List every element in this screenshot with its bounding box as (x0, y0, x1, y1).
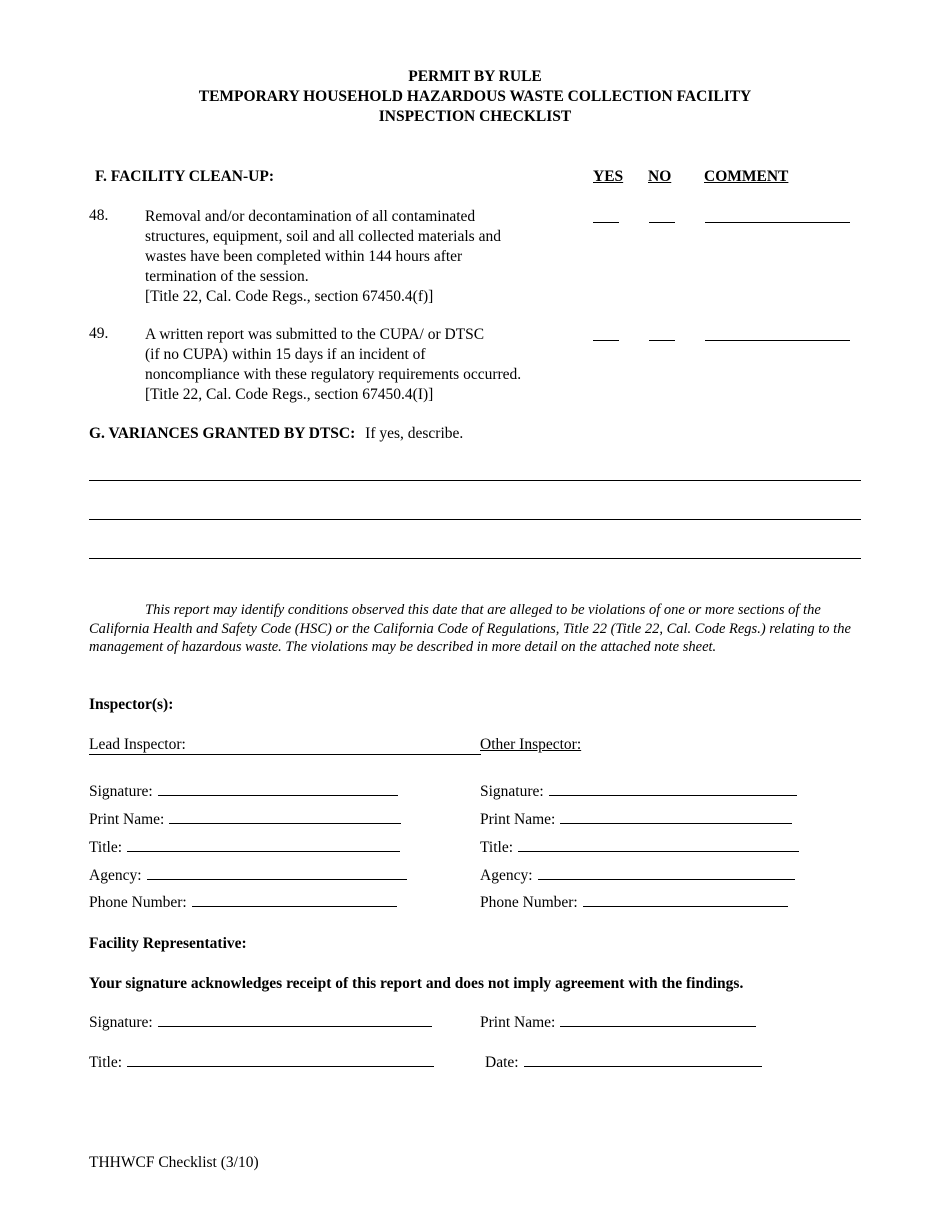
item-49-no-blank[interactable] (649, 340, 675, 341)
other-title-label: Title: (480, 839, 514, 856)
rep-date-label: Date: (485, 1054, 519, 1071)
rep-title-label: Title: (89, 1054, 123, 1071)
variance-line-1[interactable] (89, 480, 861, 481)
header-line-1: PERMIT BY RULE (408, 68, 542, 85)
lead-phone-field (89, 894, 397, 912)
lead-agency-label: Agency: (89, 867, 142, 884)
item-48-line: structures, equipment, soil and all collected materials and (145, 228, 501, 245)
lead-inspector-field[interactable] (89, 736, 481, 755)
item-49-comment-blank[interactable] (705, 340, 850, 341)
item-49-text (145, 325, 521, 405)
other-agency-field (480, 867, 795, 885)
lead-title-label: Title: (89, 839, 123, 856)
item-48-line: [Title 22, Cal. Code Regs., section 67450.4(f)] (145, 288, 434, 305)
item-49-line: noncompliance with these regulatory requirements occurred. (145, 366, 522, 383)
other-signature-blank[interactable] (549, 794, 797, 796)
rep-print-name-label: Print Name: (480, 1014, 556, 1031)
item-48-number: 48. (89, 207, 109, 224)
rep-title-blank[interactable] (127, 1065, 434, 1067)
item-48-line: Removal and/or decontamination of all contaminated (145, 208, 476, 225)
lead-signature-label: Signature: (89, 783, 153, 800)
other-print-name-blank[interactable] (560, 822, 792, 824)
facility-rep-heading: Facility Representative: (89, 935, 247, 952)
other-phone-blank[interactable] (583, 905, 788, 907)
item-48-text (145, 207, 501, 307)
other-signature-field (480, 783, 797, 801)
header-line-2: TEMPORARY HOUSEHOLD HAZARDOUS WASTE COLLECTION FACILITY (198, 88, 752, 105)
lead-print-name-label: Print Name: (89, 811, 165, 828)
item-48-line: wastes have been completed within 144 hours after (145, 248, 463, 265)
lead-agency-blank[interactable] (147, 878, 407, 880)
other-print-name-field (480, 811, 792, 829)
item-48-yes-blank[interactable] (593, 222, 619, 223)
item-49-line: A written report was submitted to the CUPA/ or DTSC (145, 326, 485, 343)
lead-signature-blank[interactable] (158, 794, 398, 796)
rep-date-field (485, 1054, 762, 1072)
lead-print-name-field (89, 811, 401, 829)
item-49-line: [Title 22, Cal. Code Regs., section 67450.4(I)] (145, 386, 434, 403)
section-f-title: F. FACILITY CLEAN-UP: (95, 168, 274, 185)
rep-signature-blank[interactable] (158, 1025, 432, 1027)
inspectors-heading: Inspector(s): (89, 696, 174, 713)
section-g-instruction: If yes, describe. (365, 425, 464, 442)
header-line-3: INSPECTION CHECKLIST (378, 108, 572, 125)
rep-print-name-blank[interactable] (560, 1025, 756, 1027)
disclaimer-text: This report may identify conditions observed this date that are alleged to be violations of one or more sections of the California Health and Safety Code (HSC) or the California Code of Regulations, Title 22 (Title 22, Cal. Code Regs.) relating to the management of hazardous waste. The violations may be described in more detail on the attached note sheet. (89, 602, 851, 655)
item-48-comment-blank[interactable] (705, 222, 850, 223)
item-49-number: 49. (89, 325, 109, 342)
other-phone-label: Phone Number: (480, 894, 578, 911)
acknowledgement-text: Your signature acknowledges receipt of this report and does not imply agreement with the findings. (89, 975, 744, 992)
lead-phone-blank[interactable] (192, 905, 397, 907)
other-title-field (480, 839, 799, 857)
rep-signature-field (89, 1014, 432, 1032)
lead-title-field (89, 839, 400, 857)
lead-print-name-blank[interactable] (169, 822, 401, 824)
variance-line-3[interactable] (89, 558, 861, 559)
section-g (89, 425, 463, 443)
lead-agency-field (89, 867, 407, 885)
column-yes-header: YES (593, 168, 624, 185)
rep-date-blank[interactable] (524, 1065, 762, 1067)
other-agency-label: Agency: (480, 867, 533, 884)
item-49-line: (if no CUPA) within 15 days if an incident of (145, 346, 426, 363)
other-inspector-label: Other Inspector: (480, 736, 582, 753)
column-comment-header: COMMENT (704, 168, 789, 185)
other-agency-blank[interactable] (538, 878, 795, 880)
other-title-blank[interactable] (518, 850, 799, 852)
lead-signature-field (89, 783, 398, 801)
lead-title-blank[interactable] (127, 850, 400, 852)
item-49-yes-blank[interactable] (593, 340, 619, 341)
lead-phone-label: Phone Number: (89, 894, 187, 911)
variance-line-2[interactable] (89, 519, 861, 520)
column-no-header: NO (648, 168, 672, 185)
other-print-name-label: Print Name: (480, 811, 556, 828)
rep-title-field (89, 1054, 434, 1072)
other-phone-field (480, 894, 788, 912)
section-g-title: G. VARIANCES GRANTED BY DTSC: (89, 425, 356, 442)
lead-inspector-label: Lead Inspector: (89, 736, 186, 753)
item-48-no-blank[interactable] (649, 222, 675, 223)
other-signature-label: Signature: (480, 783, 544, 800)
rep-print-name-field (480, 1014, 756, 1032)
rep-signature-label: Signature: (89, 1014, 153, 1031)
form-id-footer: THHWCF Checklist (3/10) (89, 1154, 259, 1171)
item-48-line: termination of the session. (145, 268, 309, 285)
